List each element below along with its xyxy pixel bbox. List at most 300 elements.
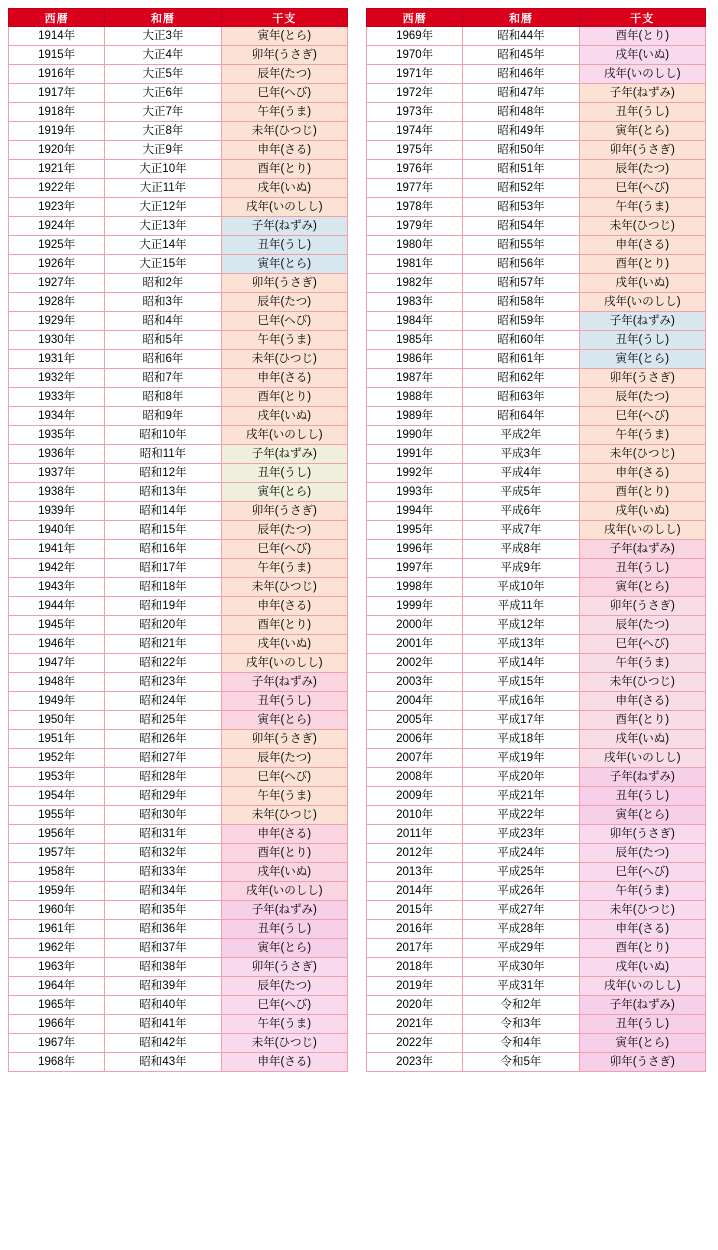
- table-row: [9, 692, 348, 711]
- table-row: [367, 863, 706, 882]
- cell-zodiac: 子年(ねずみ): [579, 996, 705, 1015]
- cell-japanese-era: 平成30年: [463, 958, 579, 977]
- cell-zodiac: 卯年(うさぎ): [579, 597, 705, 616]
- cell-western-year: 1997年: [367, 559, 463, 578]
- cell-japanese-era: 昭和13年: [105, 483, 221, 502]
- cell-japanese-era: 平成19年: [463, 749, 579, 768]
- cell-zodiac: 卯年(うさぎ): [579, 1053, 705, 1072]
- cell-japanese-era: 平成27年: [463, 901, 579, 920]
- cell-zodiac: 卯年(うさぎ): [221, 46, 347, 65]
- cell-western-year: 1916年: [9, 65, 105, 84]
- cell-zodiac: 未年(ひつじ): [579, 445, 705, 464]
- cell-zodiac: 酉年(とり): [579, 939, 705, 958]
- cell-zodiac: 酉年(とり): [221, 388, 347, 407]
- table-row: [9, 768, 348, 787]
- cell-japanese-era: 昭和28年: [105, 768, 221, 787]
- table-row: [367, 388, 706, 407]
- table-row: [9, 654, 348, 673]
- cell-zodiac: 申年(さる): [221, 369, 347, 388]
- cell-western-year: 1928年: [9, 293, 105, 312]
- table-row: [9, 844, 348, 863]
- table-row: [367, 559, 706, 578]
- table-row: [367, 84, 706, 103]
- cell-western-year: 1964年: [9, 977, 105, 996]
- cell-zodiac: 子年(ねずみ): [579, 84, 705, 103]
- table-row: [367, 103, 706, 122]
- cell-zodiac: 辰年(たつ): [221, 293, 347, 312]
- cell-zodiac: 申年(さる): [221, 597, 347, 616]
- cell-japanese-era: 令和4年: [463, 1034, 579, 1053]
- cell-japanese-era: 昭和21年: [105, 635, 221, 654]
- table-row: [367, 198, 706, 217]
- cell-japanese-era: 令和2年: [463, 996, 579, 1015]
- header-zodiac: 干支: [579, 9, 705, 27]
- table-row: [9, 1034, 348, 1053]
- cell-japanese-era: 昭和58年: [463, 293, 579, 312]
- table-row: [367, 1053, 706, 1072]
- cell-japanese-era: 昭和8年: [105, 388, 221, 407]
- cell-zodiac: 酉年(とり): [579, 27, 705, 46]
- cell-zodiac: 戌年(いのしし): [579, 749, 705, 768]
- cell-japanese-era: 昭和16年: [105, 540, 221, 559]
- cell-zodiac: 寅年(とら): [579, 578, 705, 597]
- cell-western-year: 1951年: [9, 730, 105, 749]
- cell-western-year: 2017年: [367, 939, 463, 958]
- cell-japanese-era: 平成15年: [463, 673, 579, 692]
- cell-zodiac: 申年(さる): [579, 920, 705, 939]
- cell-western-year: 1973年: [367, 103, 463, 122]
- cell-zodiac: 巳年(へび): [579, 635, 705, 654]
- table-row: [367, 217, 706, 236]
- cell-western-year: 1932年: [9, 369, 105, 388]
- cell-zodiac: 丑年(うし): [579, 103, 705, 122]
- cell-zodiac: 寅年(とら): [579, 1034, 705, 1053]
- cell-western-year: 1945年: [9, 616, 105, 635]
- cell-zodiac: 午年(うま): [579, 654, 705, 673]
- cell-japanese-era: 平成28年: [463, 920, 579, 939]
- cell-japanese-era: 大正13年: [105, 217, 221, 236]
- table-row: [9, 1053, 348, 1072]
- cell-western-year: 2011年: [367, 825, 463, 844]
- cell-zodiac: 丑年(うし): [579, 559, 705, 578]
- cell-japanese-era: 昭和15年: [105, 521, 221, 540]
- header-western-year: 西暦: [9, 9, 105, 27]
- cell-japanese-era: 昭和39年: [105, 977, 221, 996]
- cell-japanese-era: 昭和35年: [105, 901, 221, 920]
- cell-western-year: 1940年: [9, 521, 105, 540]
- cell-western-year: 1986年: [367, 350, 463, 369]
- cell-western-year: 2022年: [367, 1034, 463, 1053]
- cell-japanese-era: 平成10年: [463, 578, 579, 597]
- cell-western-year: 1914年: [9, 27, 105, 46]
- table-row: [9, 996, 348, 1015]
- cell-western-year: 1923年: [9, 198, 105, 217]
- cell-zodiac: 寅年(とら): [221, 711, 347, 730]
- cell-japanese-era: 昭和50年: [463, 141, 579, 160]
- cell-western-year: 2003年: [367, 673, 463, 692]
- table-row: [367, 901, 706, 920]
- table-row: [367, 122, 706, 141]
- cell-japanese-era: 大正8年: [105, 122, 221, 141]
- cell-western-year: 1983年: [367, 293, 463, 312]
- cell-zodiac: 子年(ねずみ): [221, 901, 347, 920]
- cell-japanese-era: 昭和40年: [105, 996, 221, 1015]
- cell-western-year: 1984年: [367, 312, 463, 331]
- cell-japanese-era: 昭和23年: [105, 673, 221, 692]
- cell-western-year: 1939年: [9, 502, 105, 521]
- cell-japanese-era: 平成12年: [463, 616, 579, 635]
- cell-zodiac: 巳年(へび): [579, 407, 705, 426]
- cell-japanese-era: 昭和46年: [463, 65, 579, 84]
- table-row: [367, 787, 706, 806]
- cell-western-year: 2009年: [367, 787, 463, 806]
- table-row: [367, 768, 706, 787]
- cell-zodiac: 丑年(うし): [221, 920, 347, 939]
- cell-western-year: 2001年: [367, 635, 463, 654]
- cell-western-year: 1999年: [367, 597, 463, 616]
- cell-japanese-era: 平成7年: [463, 521, 579, 540]
- cell-western-year: 1974年: [367, 122, 463, 141]
- cell-western-year: 2004年: [367, 692, 463, 711]
- table-row: [9, 46, 348, 65]
- cell-western-year: 1934年: [9, 407, 105, 426]
- cell-zodiac: 戌年(いのしし): [221, 882, 347, 901]
- cell-zodiac: 酉年(とり): [579, 255, 705, 274]
- table-row: [367, 996, 706, 1015]
- era-table-left: [8, 8, 348, 1072]
- table-row: [367, 331, 706, 350]
- table-row: [367, 540, 706, 559]
- cell-western-year: 2012年: [367, 844, 463, 863]
- cell-western-year: 1960年: [9, 901, 105, 920]
- cell-japanese-era: 平成14年: [463, 654, 579, 673]
- cell-japanese-era: 大正10年: [105, 160, 221, 179]
- table-row: [367, 27, 706, 46]
- cell-zodiac: 辰年(たつ): [221, 749, 347, 768]
- table-row: [9, 958, 348, 977]
- cell-japanese-era: 平成8年: [463, 540, 579, 559]
- cell-zodiac: 戌年(いのしし): [579, 977, 705, 996]
- cell-zodiac: 子年(ねずみ): [579, 540, 705, 559]
- table-row: [9, 920, 348, 939]
- table-row: [367, 464, 706, 483]
- cell-western-year: 1955年: [9, 806, 105, 825]
- cell-western-year: 1993年: [367, 483, 463, 502]
- cell-zodiac: 丑年(うし): [579, 787, 705, 806]
- table-row: [367, 1015, 706, 1034]
- cell-japanese-era: 昭和57年: [463, 274, 579, 293]
- cell-western-year: 1998年: [367, 578, 463, 597]
- table-row: [9, 616, 348, 635]
- table-row: [367, 426, 706, 445]
- table-row: [9, 426, 348, 445]
- cell-zodiac: 申年(さる): [579, 236, 705, 255]
- table-row: [367, 502, 706, 521]
- table-row: [367, 730, 706, 749]
- table-row: [9, 806, 348, 825]
- cell-japanese-era: 昭和54年: [463, 217, 579, 236]
- cell-japanese-era: 昭和63年: [463, 388, 579, 407]
- table-row: [367, 635, 706, 654]
- cell-zodiac: 寅年(とら): [579, 350, 705, 369]
- cell-zodiac: 戌年(いぬ): [579, 958, 705, 977]
- cell-zodiac: 辰年(たつ): [579, 844, 705, 863]
- cell-japanese-era: 大正11年: [105, 179, 221, 198]
- cell-zodiac: 申年(さる): [579, 464, 705, 483]
- table-row: [9, 540, 348, 559]
- cell-western-year: 2020年: [367, 996, 463, 1015]
- cell-japanese-era: 平成20年: [463, 768, 579, 787]
- cell-zodiac: 卯年(うさぎ): [579, 369, 705, 388]
- cell-japanese-era: 平成24年: [463, 844, 579, 863]
- cell-western-year: 1943年: [9, 578, 105, 597]
- cell-western-year: 1992年: [367, 464, 463, 483]
- table-row: [367, 274, 706, 293]
- cell-japanese-era: 昭和5年: [105, 331, 221, 350]
- table-row: [9, 388, 348, 407]
- header-japanese-era: 和暦: [463, 9, 579, 27]
- right-table-body: [367, 27, 706, 1072]
- cell-zodiac: 戌年(いのしし): [579, 65, 705, 84]
- cell-japanese-era: 平成4年: [463, 464, 579, 483]
- cell-japanese-era: 平成16年: [463, 692, 579, 711]
- cell-western-year: 1961年: [9, 920, 105, 939]
- cell-zodiac: 未年(ひつじ): [221, 806, 347, 825]
- cell-japanese-era: 大正14年: [105, 236, 221, 255]
- cell-western-year: 2000年: [367, 616, 463, 635]
- cell-western-year: 1927年: [9, 274, 105, 293]
- cell-japanese-era: 昭和33年: [105, 863, 221, 882]
- cell-zodiac: 戌年(いぬ): [579, 730, 705, 749]
- left-table-wrap: [8, 8, 348, 1250]
- table-row: [367, 578, 706, 597]
- cell-japanese-era: 平成2年: [463, 426, 579, 445]
- cell-japanese-era: 昭和6年: [105, 350, 221, 369]
- table-row: [9, 312, 348, 331]
- table-row: [9, 27, 348, 46]
- cell-western-year: 1996年: [367, 540, 463, 559]
- cell-zodiac: 未年(ひつじ): [579, 673, 705, 692]
- cell-western-year: 1937年: [9, 464, 105, 483]
- cell-japanese-era: 大正5年: [105, 65, 221, 84]
- cell-zodiac: 丑年(うし): [221, 236, 347, 255]
- cell-western-year: 1965年: [9, 996, 105, 1015]
- table-row: [9, 141, 348, 160]
- cell-western-year: 1952年: [9, 749, 105, 768]
- cell-western-year: 2008年: [367, 768, 463, 787]
- right-table-wrap: [366, 8, 706, 1250]
- table-row: [367, 46, 706, 65]
- cell-zodiac: 辰年(たつ): [221, 977, 347, 996]
- cell-japanese-era: 大正12年: [105, 198, 221, 217]
- cell-western-year: 1988年: [367, 388, 463, 407]
- table-header-row: [367, 9, 706, 27]
- cell-zodiac: 巳年(へび): [221, 768, 347, 787]
- cell-zodiac: 丑年(うし): [221, 464, 347, 483]
- table-header-row: [9, 9, 348, 27]
- table-row: [9, 160, 348, 179]
- cell-western-year: 1915年: [9, 46, 105, 65]
- cell-zodiac: 申年(さる): [579, 692, 705, 711]
- cell-japanese-era: 昭和43年: [105, 1053, 221, 1072]
- cell-zodiac: 卯年(うさぎ): [221, 730, 347, 749]
- header-western-year: 西暦: [367, 9, 463, 27]
- cell-zodiac: 寅年(とら): [221, 255, 347, 274]
- table-row: [367, 616, 706, 635]
- cell-zodiac: 辰年(たつ): [221, 65, 347, 84]
- cell-zodiac: 戌年(いぬ): [221, 179, 347, 198]
- table-row: [9, 331, 348, 350]
- table-row: [367, 179, 706, 198]
- cell-western-year: 1947年: [9, 654, 105, 673]
- cell-zodiac: 子年(ねずみ): [579, 312, 705, 331]
- cell-western-year: 1980年: [367, 236, 463, 255]
- cell-zodiac: 巳年(へび): [221, 996, 347, 1015]
- cell-zodiac: 戌年(いぬ): [221, 863, 347, 882]
- cell-western-year: 2013年: [367, 863, 463, 882]
- table-row: [367, 407, 706, 426]
- cell-japanese-era: 昭和48年: [463, 103, 579, 122]
- table-row: [367, 806, 706, 825]
- cell-western-year: 2002年: [367, 654, 463, 673]
- cell-japanese-era: 令和5年: [463, 1053, 579, 1072]
- cell-zodiac: 未年(ひつじ): [579, 901, 705, 920]
- cell-zodiac: 巳年(へび): [221, 84, 347, 103]
- cell-western-year: 2015年: [367, 901, 463, 920]
- cell-zodiac: 未年(ひつじ): [579, 217, 705, 236]
- table-row: [9, 464, 348, 483]
- cell-zodiac: 未年(ひつじ): [221, 578, 347, 597]
- table-row: [9, 84, 348, 103]
- cell-japanese-era: 平成18年: [463, 730, 579, 749]
- table-row: [9, 863, 348, 882]
- table-row: [9, 293, 348, 312]
- cell-western-year: 2023年: [367, 1053, 463, 1072]
- cell-japanese-era: 大正4年: [105, 46, 221, 65]
- cell-zodiac: 戌年(いぬ): [579, 46, 705, 65]
- cell-western-year: 1954年: [9, 787, 105, 806]
- cell-japanese-era: 昭和18年: [105, 578, 221, 597]
- cell-zodiac: 戌年(いのしし): [579, 521, 705, 540]
- cell-japanese-era: 昭和20年: [105, 616, 221, 635]
- cell-zodiac: 未年(ひつじ): [221, 1034, 347, 1053]
- cell-japanese-era: 昭和38年: [105, 958, 221, 977]
- cell-western-year: 2006年: [367, 730, 463, 749]
- cell-western-year: 1944年: [9, 597, 105, 616]
- cell-japanese-era: 昭和27年: [105, 749, 221, 768]
- cell-western-year: 1991年: [367, 445, 463, 464]
- cell-japanese-era: 昭和45年: [463, 46, 579, 65]
- table-row: [9, 445, 348, 464]
- cell-japanese-era: 昭和62年: [463, 369, 579, 388]
- cell-western-year: 1919年: [9, 122, 105, 141]
- cell-japanese-era: 平成23年: [463, 825, 579, 844]
- cell-japanese-era: 昭和9年: [105, 407, 221, 426]
- cell-zodiac: 寅年(とら): [579, 122, 705, 141]
- cell-japanese-era: 昭和31年: [105, 825, 221, 844]
- cell-japanese-era: 昭和53年: [463, 198, 579, 217]
- cell-zodiac: 酉年(とり): [579, 483, 705, 502]
- cell-western-year: 1990年: [367, 426, 463, 445]
- table-row: [367, 160, 706, 179]
- cell-western-year: 1929年: [9, 312, 105, 331]
- cell-western-year: 1994年: [367, 502, 463, 521]
- table-row: [367, 977, 706, 996]
- table-row: [367, 483, 706, 502]
- cell-western-year: 1935年: [9, 426, 105, 445]
- cell-japanese-era: 平成31年: [463, 977, 579, 996]
- cell-western-year: 2007年: [367, 749, 463, 768]
- cell-zodiac: 卯年(うさぎ): [221, 274, 347, 293]
- cell-japanese-era: 平成3年: [463, 445, 579, 464]
- cell-japanese-era: 大正6年: [105, 84, 221, 103]
- cell-western-year: 1948年: [9, 673, 105, 692]
- header-zodiac: 干支: [221, 9, 347, 27]
- table-row: [367, 236, 706, 255]
- cell-western-year: 1968年: [9, 1053, 105, 1072]
- cell-zodiac: 酉年(とり): [579, 711, 705, 730]
- cell-japanese-era: 昭和59年: [463, 312, 579, 331]
- cell-japanese-era: 昭和60年: [463, 331, 579, 350]
- table-row: [9, 217, 348, 236]
- era-table-right: [366, 8, 706, 1072]
- table-row: [9, 521, 348, 540]
- cell-zodiac: 寅年(とら): [579, 806, 705, 825]
- cell-western-year: 1933年: [9, 388, 105, 407]
- cell-zodiac: 巳年(へび): [221, 540, 347, 559]
- table-row: [367, 141, 706, 160]
- cell-japanese-era: 昭和51年: [463, 160, 579, 179]
- cell-western-year: 1963年: [9, 958, 105, 977]
- cell-japanese-era: 昭和55年: [463, 236, 579, 255]
- cell-western-year: 1924年: [9, 217, 105, 236]
- cell-japanese-era: 令和3年: [463, 1015, 579, 1034]
- cell-western-year: 1930年: [9, 331, 105, 350]
- cell-zodiac: 午年(うま): [221, 1015, 347, 1034]
- cell-japanese-era: 昭和7年: [105, 369, 221, 388]
- cell-zodiac: 戌年(いのしし): [221, 198, 347, 217]
- cell-zodiac: 酉年(とり): [221, 160, 347, 179]
- cell-western-year: 1978年: [367, 198, 463, 217]
- cell-zodiac: 子年(ねずみ): [221, 673, 347, 692]
- cell-japanese-era: 昭和41年: [105, 1015, 221, 1034]
- cell-zodiac: 卯年(うさぎ): [579, 825, 705, 844]
- cell-western-year: 1941年: [9, 540, 105, 559]
- cell-zodiac: 辰年(たつ): [221, 521, 347, 540]
- cell-japanese-era: 大正7年: [105, 103, 221, 122]
- table-row: [9, 597, 348, 616]
- cell-western-year: 1949年: [9, 692, 105, 711]
- cell-japanese-era: 平成25年: [463, 863, 579, 882]
- table-row: [367, 445, 706, 464]
- table-row: [367, 1034, 706, 1053]
- cell-japanese-era: 昭和44年: [463, 27, 579, 46]
- table-row: [9, 578, 348, 597]
- cell-zodiac: 申年(さる): [221, 825, 347, 844]
- table-row: [9, 236, 348, 255]
- table-row: [9, 179, 348, 198]
- cell-zodiac: 酉年(とり): [221, 616, 347, 635]
- cell-zodiac: 子年(ねずみ): [579, 768, 705, 787]
- table-row: [367, 350, 706, 369]
- cell-western-year: 1953年: [9, 768, 105, 787]
- table-row: [9, 673, 348, 692]
- table-row: [9, 825, 348, 844]
- table-row: [9, 711, 348, 730]
- cell-western-year: 2016年: [367, 920, 463, 939]
- cell-western-year: 1920年: [9, 141, 105, 160]
- table-row: [367, 825, 706, 844]
